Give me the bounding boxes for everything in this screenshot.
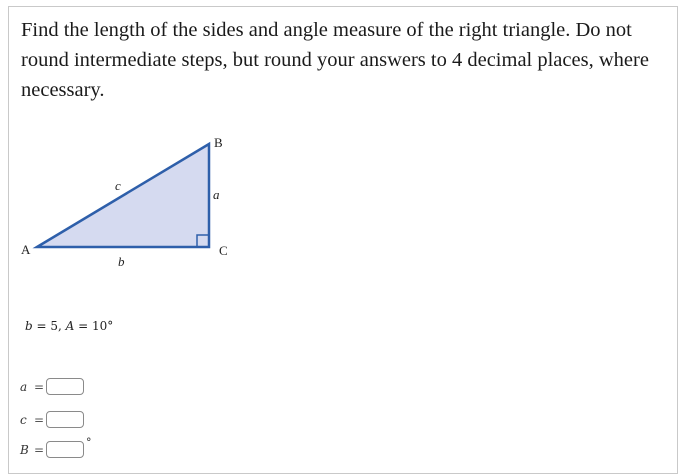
answer-c-input[interactable] xyxy=(46,411,84,428)
vertex-label-c: C xyxy=(219,243,228,258)
answer-row-c xyxy=(20,411,84,428)
given-values xyxy=(25,319,113,333)
side-label-a: a xyxy=(213,187,220,202)
vertex-label-b: B xyxy=(214,135,223,150)
answer-c-var: c xyxy=(20,412,27,427)
side-label-b: b xyxy=(118,254,125,269)
answer-a-input[interactable] xyxy=(46,378,84,395)
degree-unit: ° xyxy=(86,436,92,449)
answer-c-eq: = xyxy=(34,412,45,427)
triangle-shape xyxy=(37,144,209,247)
given-a-eq: = 10° xyxy=(74,319,114,333)
given-b-var: b xyxy=(25,319,33,333)
vertex-label-a: A xyxy=(21,242,31,257)
given-a-var: A xyxy=(65,319,75,333)
answer-row-a xyxy=(20,378,84,395)
given-b-eq: = 5, xyxy=(32,319,66,333)
answer-a-var: a xyxy=(20,379,28,394)
answer-b-var: B xyxy=(20,442,29,457)
answer-a-eq: = xyxy=(34,379,45,394)
question-text: Find the length of the sides and angle measure of the right triangle. Do not round intermediate steps, but round your answers to 4 decimal places, where necessary. xyxy=(21,19,649,101)
answer-b-eq: = xyxy=(34,442,45,457)
answer-row-b xyxy=(20,436,92,458)
side-label-c: c xyxy=(115,178,121,193)
question-card xyxy=(8,6,678,474)
right-triangle-figure xyxy=(9,7,679,475)
answer-b-input[interactable] xyxy=(46,441,84,458)
